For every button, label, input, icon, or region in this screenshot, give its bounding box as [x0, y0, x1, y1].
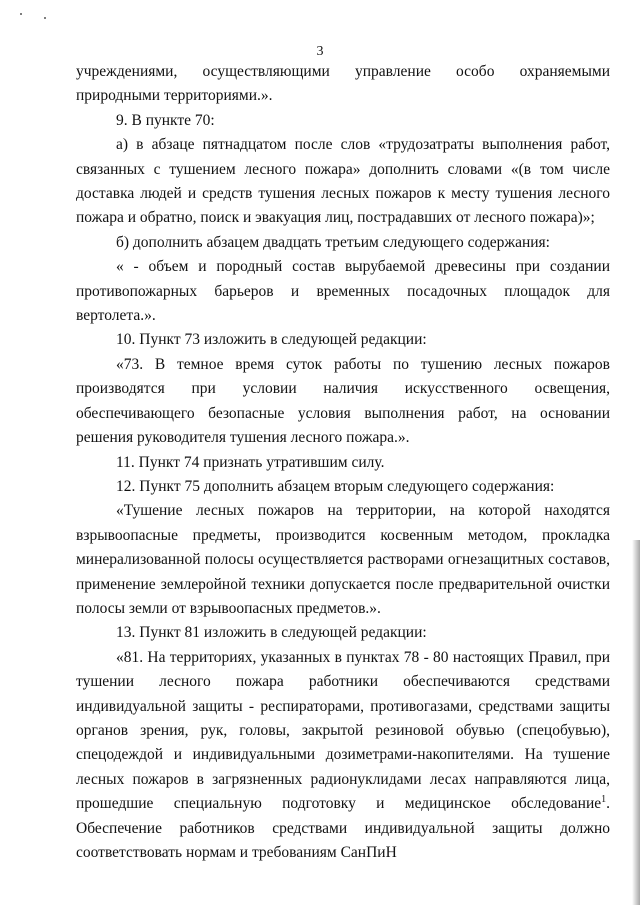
- paragraph-quote-75: «Тушение лесных пожаров на территории, на которой находятся взрывоопасные предметы, производится косвенным методом, прокладка минерализованной полосы осуществляется растворами огнезащитных составов, применение землеройной техники допускается после предварительной очистки полосы земли от взрывоопасных предметов.».: [76, 502, 610, 617]
- document-body: [76, 60, 610, 865]
- paragraph-continuation: учреждениями, осуществляющими управление особо охраняемыми природными территориями.».: [76, 63, 610, 105]
- paragraph-subitem-b: б) дополнить абзацем двадцать третьим следующего содержания:: [116, 233, 550, 251]
- paragraph-item-9: 9. В пункте 70:: [116, 111, 215, 129]
- paragraph-item-11: 11. Пункт 74 признать утратившим силу.: [116, 453, 385, 471]
- paragraph-item-12: 12. Пункт 75 дополнить абзацем вторым следующего содержания:: [116, 477, 555, 495]
- scan-speck: [44, 17, 46, 19]
- scan-edge-shadow: [632, 540, 640, 905]
- paragraph-quote-81: [76, 646, 610, 866]
- quote-81-text: «81. На территориях, указанных в пунктах 78 - 80 настоящих Правил, при тушении лесного пожара работники обеспечиваются средствами индивидуальной защиты - респираторами, противогазами, средствами защиты органов зрения, рук, головы, закрытой резиновой обувью (спецобувью), спецодеждой и индивидуальными дозиметрами-накопителями. На тушение лесных пожаров в загрязненных радионуклидами лесах направляются лица, прошедшие специальную подготовку и медицинское обследование: [76, 648, 610, 813]
- quote-81-continuation: . Обеспечение работников средствами индивидуальной защиты должно соответствовать нормам и требованиям СанПиН: [76, 795, 610, 861]
- paragraph-quote-73: «73. В темное время суток работы по тушению лесных пожаров производятся при условии наличия искусственного освещения, обеспечивающего безопасные условия выполнения работ, на основании решения руководителя тушения лесного пожара.».: [76, 355, 610, 447]
- paragraph-subitem-a: а) в абзаце пятнадцатом после слов «трудозатраты выполнения работ, связанных с тушением лесного пожара» дополнить словами «(в том числе доставка людей и средств тушения лесных пожаров к месту тушения лесного пожара и обратно, поиск и эвакуация лиц, пострадавших от лесного пожара)»;: [76, 136, 610, 227]
- paragraph-item-13: 13. Пункт 81 изложить в следующей редакции:: [116, 624, 427, 642]
- page-number: 3: [316, 44, 324, 59]
- paragraph-quote-volume: « - объем и породный состав вырубаемой древесины при создании противопожарных барьеров и временных посадочных площадок для вертолета.».: [76, 258, 610, 325]
- scan-speck: [20, 13, 22, 15]
- footnote-mark: 1: [601, 794, 607, 806]
- paragraph-item-10: 10. Пункт 73 изложить в следующей редакции:: [116, 331, 427, 349]
